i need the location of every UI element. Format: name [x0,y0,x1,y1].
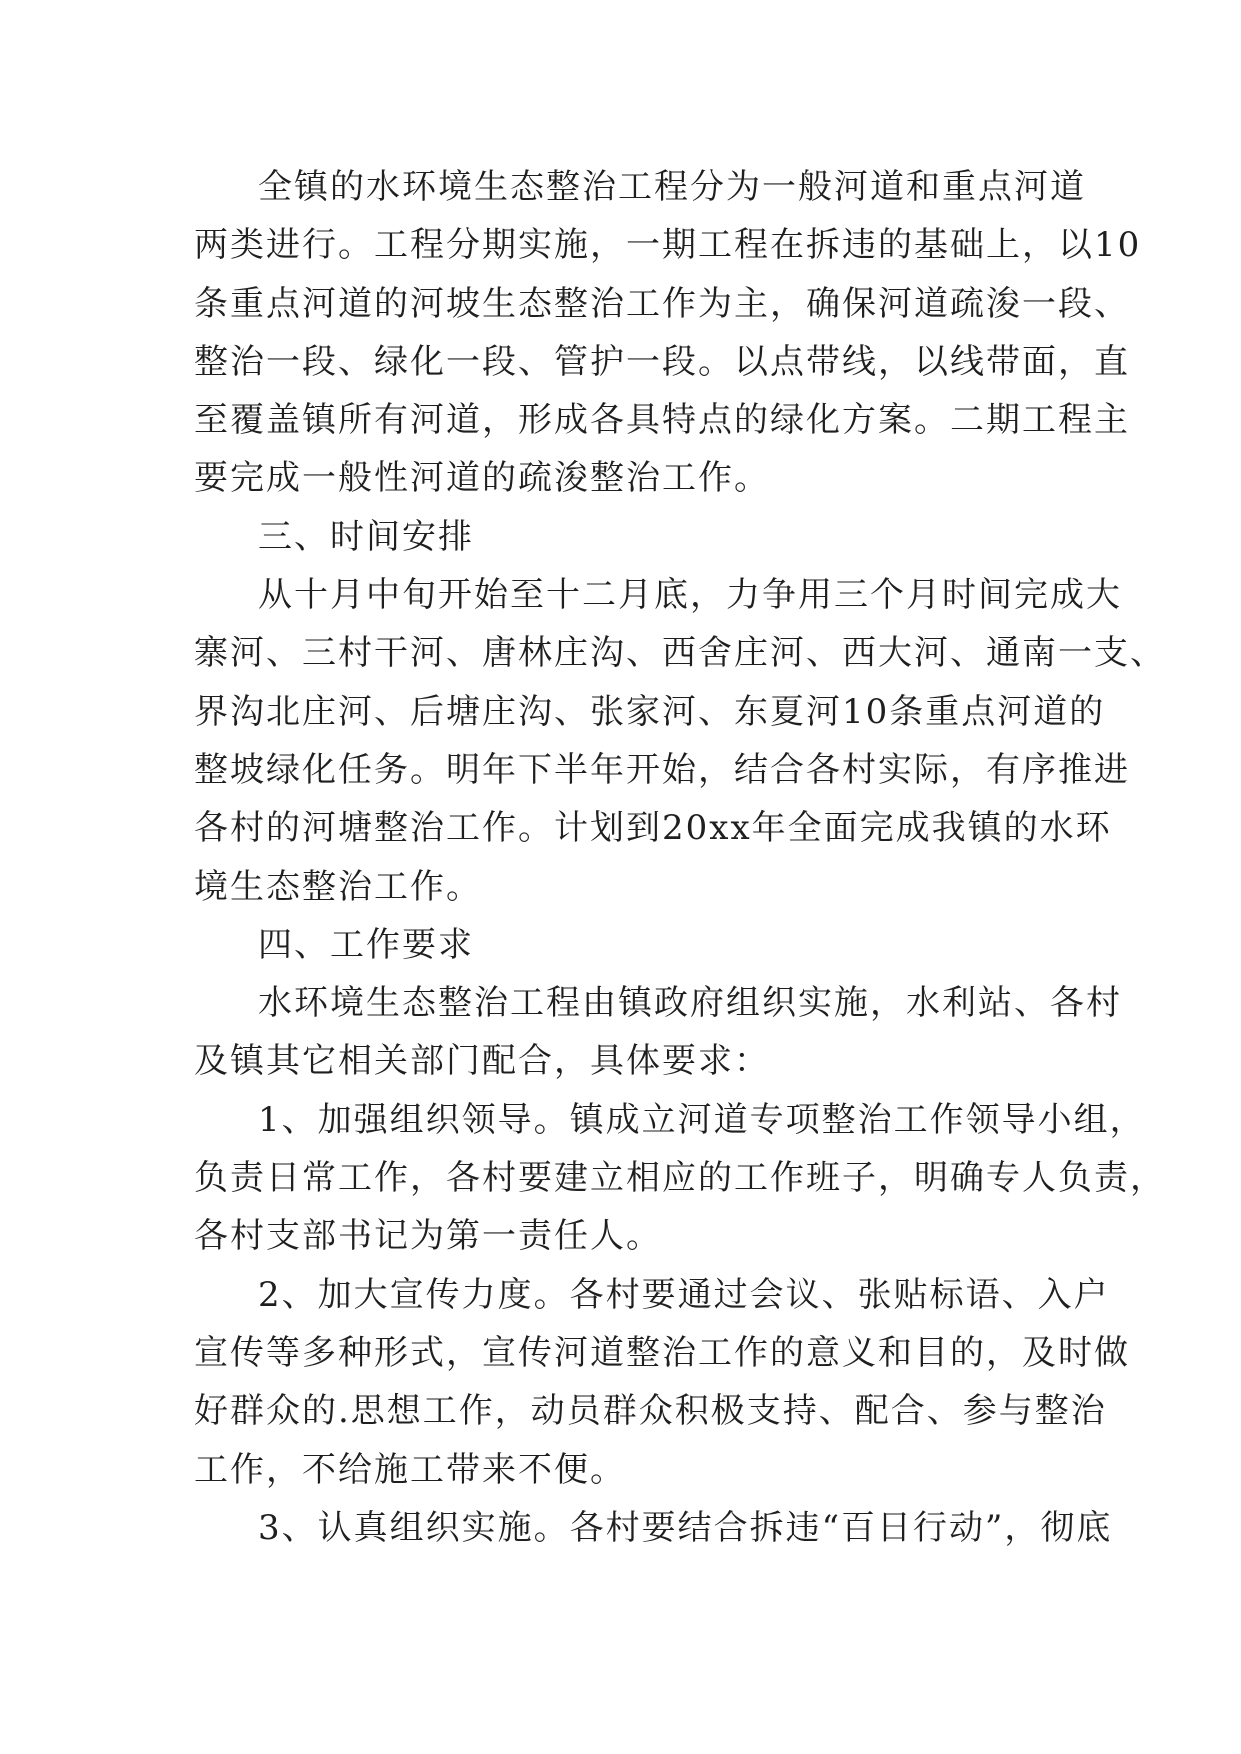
text-line: 3、认真组织实施。各村要结合拆违“百日行动”，彻底 [258,1507,1113,1548]
text-line: 水环境生态整治工程由镇政府组织实施，水利站、各村 [258,983,1122,1024]
text-line: 要完成一般性河道的疏浚整治工作。 [194,458,770,499]
text-line: 全镇的水环境生态整治工程分为一般河道和重点河道 [258,167,1086,207]
text-line: 界沟北庄河、后塘庄沟、张家河、东夏河10条重点河道的 [194,691,1106,732]
text-line: 从十月中旬开始至十二月底，力争用三个月时间完成大 [258,575,1122,616]
text-line: 整治一段、绿化一段、管护一段。以点带线，以线带面，直 [194,341,1130,382]
text-line: 各村支部书记为第一责任人。 [194,1216,662,1257]
text-line: 整坡绿化任务。明年下半年开始，结合各村实际，有序推进 [194,749,1130,790]
text-line: 至覆盖镇所有河道，形成各具特点的绿化方案。二期工程主 [194,400,1130,441]
text-line: 及镇其它相关部门配合，具体要求： [194,1041,770,1082]
text-line: 两类进行。工程分期实施，一期工程在拆违的基础上，以10 [194,225,1142,266]
text-line: 工作，不给施工带来不便。 [194,1449,626,1490]
text-line: 宣传等多种形式，宣传河道整治工作的意义和目的，及时做 [194,1332,1130,1373]
text-line: 2、加大宣传力度。各村要通过会议、张贴标语、入户 [258,1274,1110,1315]
text-line: 寨河、三村干河、唐林庄沟、西舍庄河、西大河、通南一支、 [194,633,1166,674]
text-line: 负责日常工作，各村要建立相应的工作班子，明确专人负责， [194,1158,1166,1199]
text-line: 1、加强组织领导。镇成立河道专项整治工作领导小组， [258,1099,1146,1140]
text-line: 条重点河道的河坡生态整治工作为主，确保河道疏浚一段、 [194,283,1130,324]
text-line: 三、时间安排 [258,516,474,557]
document-body [194,158,1166,1557]
text-line: 境生态整治工作。 [194,866,482,907]
text-line: 各村的河塘整治工作。计划到20xx年全面完成我镇的水环 [194,808,1112,849]
text-line: 好群众的.思想工作，动员群众积极支持、配合、参与整治 [194,1391,1107,1432]
text-line: 四、工作要求 [258,924,474,965]
